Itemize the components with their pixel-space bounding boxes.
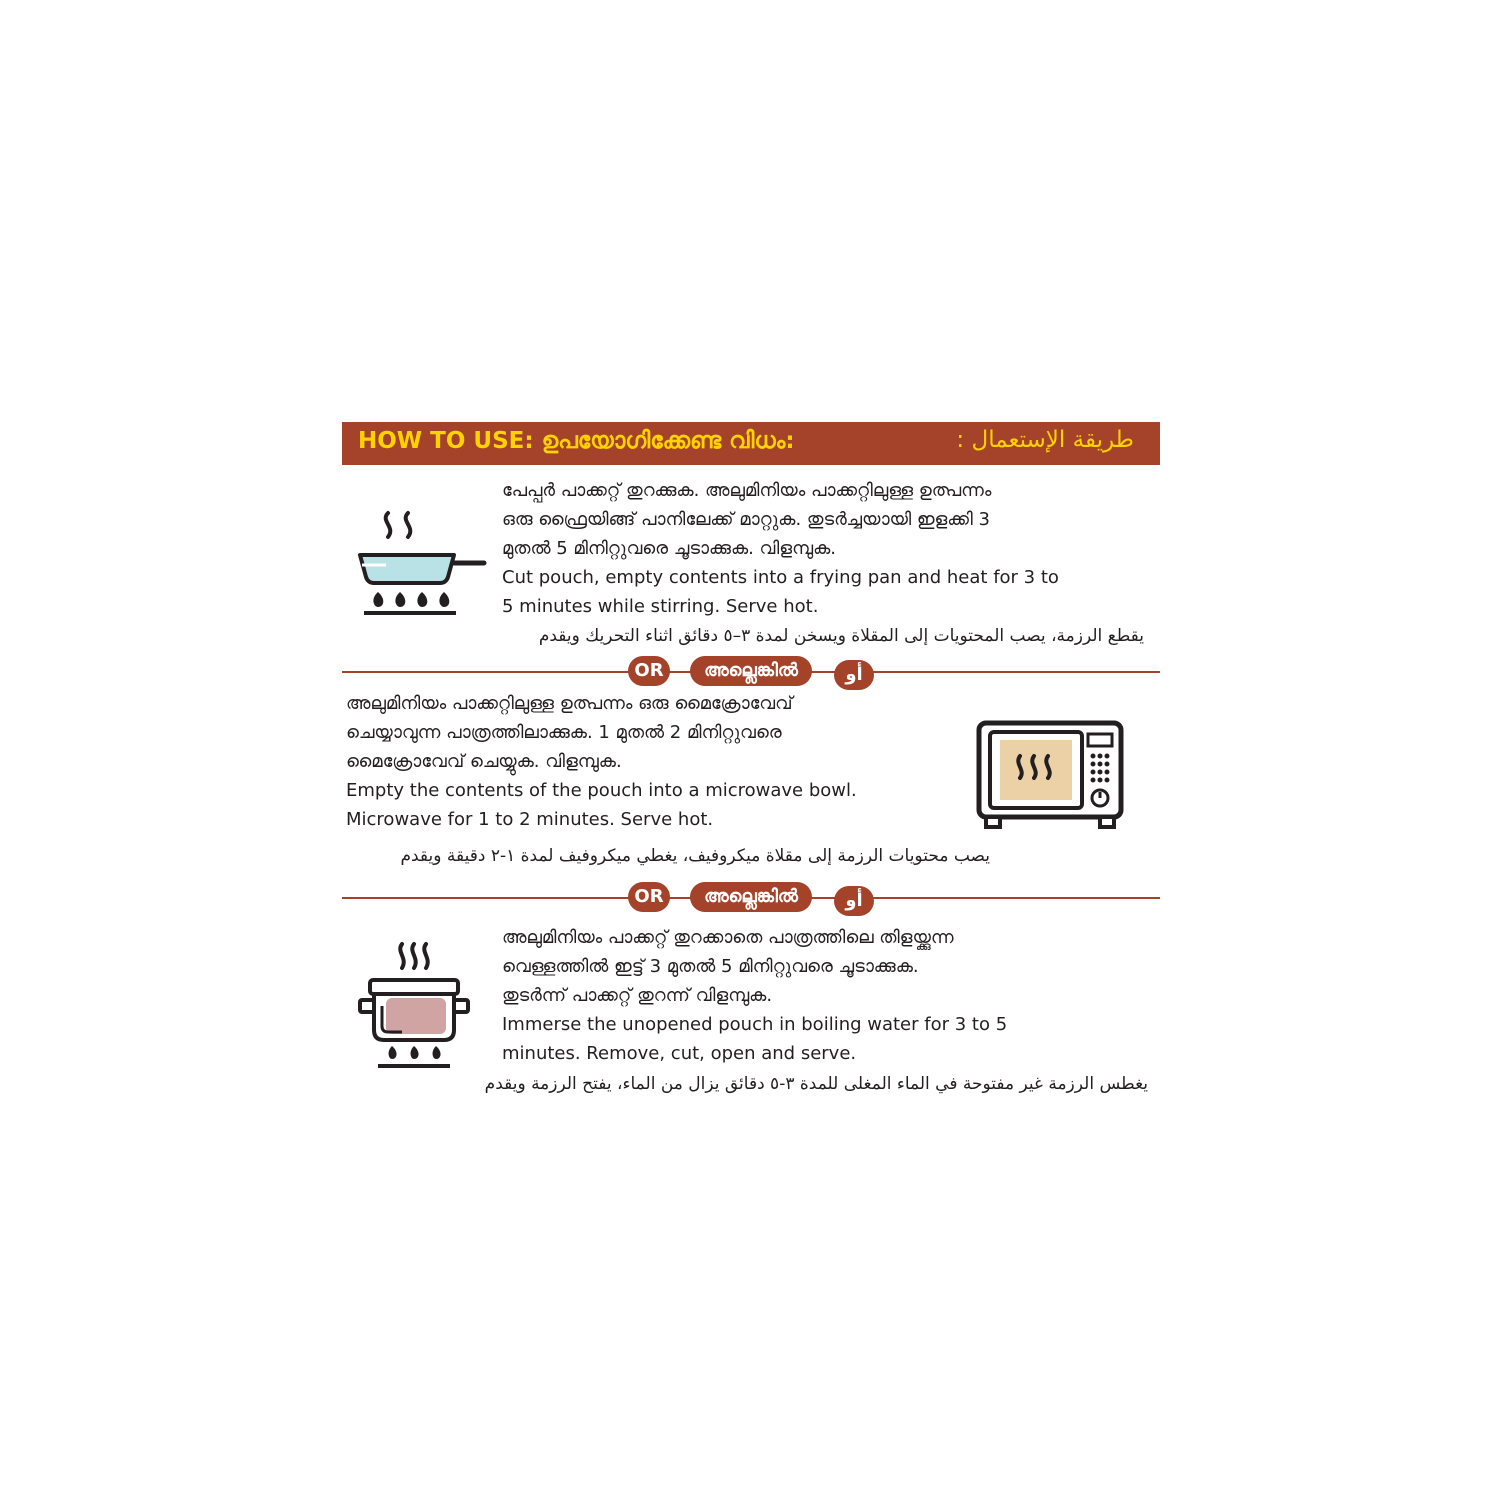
- step3-line-2: വെള്ളത്തിൽ ഇട്ട് 3 മുതൽ 5 മിനിറ്റുവരെ ചൂടാക്കുക.: [502, 956, 919, 977]
- step1-line-1: പേപ്പർ പാക്കറ്റ് തുറക്കുക. അലുമിനിയം പാക്കറ്റിലുള്ള ഉത്പന്നം: [502, 480, 992, 501]
- step1-line-2: ഒരു ഫ്രൈയിങ്ങ് പാനിലേക്ക് മാറ്റുക. തുടർച്ചയായി ഇളക്കി 3: [502, 509, 990, 530]
- header-title-arabic: طريقة الإستعمال :: [956, 427, 1134, 453]
- header-title: HOW TO USE: ഉപയോഗിക്കേണ്ട വിധം:: [358, 428, 795, 454]
- boiling-pot-icon: [358, 938, 470, 1072]
- step2-line-4: Empty the contents of the pouch into a microwave bowl.: [346, 780, 857, 801]
- step2-line-1: അലുമിനിയം പാക്കറ്റിലുള്ള ഉത്പന്നം ഒരു മൈക്രോവേവ്: [346, 693, 793, 714]
- step2-line-3: മൈക്രോവേവ് ചെയ്യുക. വിളമ്പുക.: [346, 751, 622, 772]
- step3-arabic: يغطس الرزمة غير مفتوحة في الماء المغلى للمدة ٣-٥ دقائق يزال من الماء، يفتح الرزمة ويقدم: [484, 1074, 1148, 1094]
- step1-text: [502, 476, 1059, 621]
- or-badge-ml: അല്ലെങ്കിൽ: [690, 882, 812, 912]
- step3-text: [502, 923, 1007, 1068]
- frying-pan-on-stove-icon: [356, 507, 490, 619]
- or-badge-ar: أو: [834, 660, 874, 690]
- step2-line-5: Microwave for 1 to 2 minutes. Serve hot.: [346, 809, 714, 830]
- step3-line-1: അലുമിനിയം പാക്കറ്റ് തുറക്കാതെ പാത്രത്തിലെ തിളയ്ക്കുന്ന: [502, 927, 954, 948]
- step3-line-4: Immerse the unopened pouch in boiling water for 3 to 5: [502, 1014, 1008, 1035]
- or-badge-en: OR: [628, 656, 670, 686]
- microwave-icon: [976, 720, 1124, 830]
- or-badge-en: OR: [628, 882, 670, 912]
- or-badge-ar: أو: [834, 886, 874, 916]
- step2-arabic: يصب محتويات الرزمة إلى مقلاة ميكروفيف، يغطي ميكروفيف لمدة ١-٢ دقيقة ويقدم: [400, 846, 990, 866]
- step3-line-5: minutes. Remove, cut, open and serve.: [502, 1043, 857, 1064]
- header-bar: [342, 422, 1160, 465]
- step2-line-2: ചെയ്യാവുന്ന പാത്രത്തിലാക്കുക. 1 മുതൽ 2 മിനിറ്റുവരെ: [346, 722, 782, 743]
- step1-line-3: മുതൽ 5 മിനിറ്റുവരെ ചൂടാക്കുക. വിളമ്പുക.: [502, 538, 836, 559]
- step2-text: [346, 689, 857, 834]
- step1-line-5: 5 minutes while stirring. Serve hot.: [502, 596, 819, 617]
- how-to-use-panel: [342, 422, 1160, 1102]
- or-badge-ml: അല്ലെങ്കിൽ: [690, 656, 812, 686]
- step3-line-3: തുടർന്ന് പാക്കറ്റ് തുറന്ന് വിളമ്പുക.: [502, 985, 773, 1006]
- step1-line-4: Cut pouch, empty contents into a frying pan and heat for 3 to: [502, 567, 1059, 588]
- step1-arabic: يقطع الرزمة، يصب المحتويات إلى المقلاة ويسخن لمدة ٣–٥ دقائق اثناء التحريك ويقدم: [538, 626, 1144, 646]
